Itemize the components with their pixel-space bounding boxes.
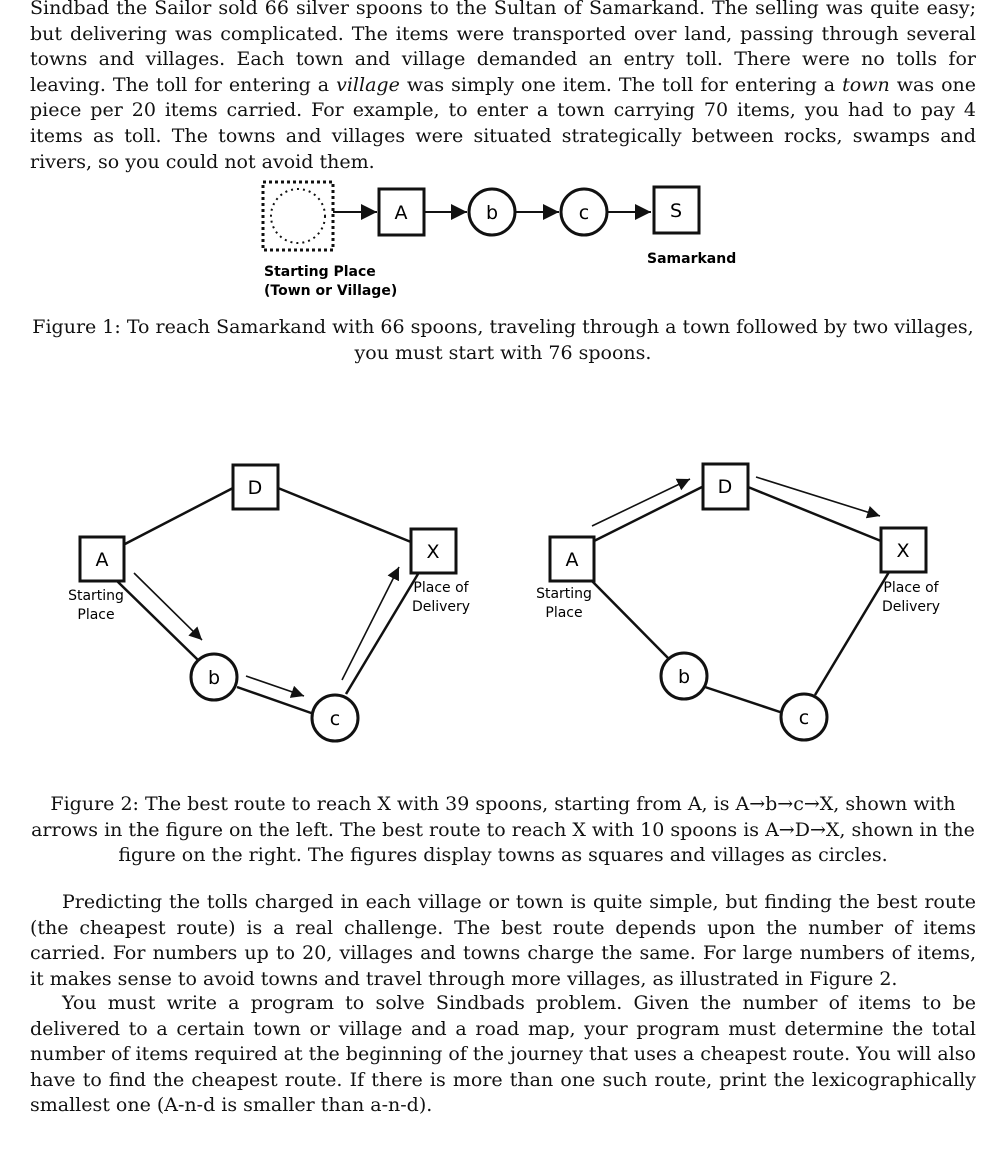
fig2r-start-label-2: Place bbox=[545, 605, 583, 621]
fig2l-node-b-label: b bbox=[207, 667, 221, 689]
fig2r-node-b-label: b bbox=[677, 666, 691, 688]
fig2r-node-d-label: D bbox=[717, 476, 733, 498]
fig2r-edge-a-d bbox=[594, 487, 702, 541]
figure1-start-dotted-circle bbox=[271, 189, 325, 243]
figure1-node-c-label: c bbox=[578, 202, 590, 224]
fig2l-delivery-label-2: Delivery bbox=[411, 599, 471, 615]
figure1-node-a-label: A bbox=[394, 202, 408, 224]
fig2l-node-x-label: X bbox=[426, 541, 440, 563]
fig2r-edge-c-x bbox=[815, 572, 889, 695]
fig2l-node-d-label: D bbox=[247, 477, 263, 499]
figure1-samarkand-label: Samarkand bbox=[647, 251, 737, 267]
figure1-start-dotted-box bbox=[263, 182, 333, 250]
fig2r-node-c-label: c bbox=[798, 707, 810, 729]
body-paragraph-1: Predicting the tolls charged in each village or town is quite simple, but finding the best route (the cheapest route) is a real challenge. The best route depends upon the number of items carried. For numbers up to 20, villages and towns charge the same. For large numbers of items, it makes sense to avoid towns and travel through more villages, as illustrated in Figure 2. bbox=[30, 891, 976, 990]
fig2r-edge-a-b bbox=[589, 578, 669, 659]
fig2r-arrow-a-d bbox=[592, 479, 690, 526]
fig2l-node-c-label: c bbox=[329, 708, 341, 730]
intro-text-2: was simply one item. The toll for entering a bbox=[399, 73, 843, 96]
fig2l-delivery-label-1: Place of bbox=[413, 580, 469, 596]
fig2r-start-label-1: Starting bbox=[536, 586, 592, 602]
fig2r-edge-b-c bbox=[705, 687, 783, 713]
figure1-start-label: Starting Place bbox=[264, 264, 376, 280]
fig2l-arrow-c-x bbox=[342, 567, 399, 680]
intro-village-word: village bbox=[336, 73, 400, 96]
fig2r-delivery-label-1: Place of bbox=[883, 580, 939, 596]
intro-text-3: was one piece per 20 items carried. For example, to enter a town carrying 70 items, you had to pay 4 items as toll. The towns and villages were situated strategically between rocks, swamps and rivers, so you could not avoid them. bbox=[30, 73, 976, 173]
fig2l-start-label-2: Place bbox=[77, 607, 115, 623]
fig2l-edge-b-c bbox=[237, 687, 314, 714]
fig2l-edge-a-b bbox=[116, 580, 198, 660]
figure2-caption: Figure 2: The best route to reach X with 39 spoons, starting from A, is A→b→c→X, shown with arrows in the figure on the left. The best route to reach X with 10 spoons is A→D→X, shown in the figure on the right. The figures display towns as squares and villages as circles. bbox=[31, 793, 975, 867]
intro-town-word: town bbox=[842, 73, 890, 96]
fig2l-edge-a-d bbox=[125, 488, 233, 544]
figure2-right-diagram bbox=[536, 464, 940, 740]
fig2l-node-a-label: A bbox=[95, 549, 109, 571]
fig2r-delivery-label-2: Delivery bbox=[881, 599, 941, 615]
figure1-node-b-label: b bbox=[485, 202, 499, 224]
figure1-caption: Figure 1: To reach Samarkand with 66 spoons, traveling through a town followed by two villages, you must start with 76 spoons. bbox=[32, 316, 974, 364]
fig2r-node-x-label: X bbox=[896, 540, 910, 562]
fig2r-node-a-label: A bbox=[565, 549, 579, 571]
fig2l-start-label-1: Starting bbox=[68, 588, 124, 604]
body-paragraph-2: You must write a program to solve Sindbads problem. Given the number of items to be delivered to a certain town or village and a road map, your program must determine the total number of items required at the beginning of the journey that uses a cheapest route. You will also have to find the cheapest route. If there is more than one such route, print the lexicographically smallest one (A-n-d is smaller than a-n-d). bbox=[30, 992, 976, 1117]
figure1-start-sublabel: (Town or Village) bbox=[264, 283, 398, 299]
fig2l-edge-c-x bbox=[346, 574, 418, 694]
figure1-diagram bbox=[263, 182, 736, 299]
figure2-left-diagram bbox=[68, 465, 470, 741]
figure1-node-s-label: S bbox=[669, 200, 683, 222]
intro-text-1: Sindbad the Sailor sold 66 silver spoons to the Sultan of Samarkand. The selling was quite easy; but delivering was complicated. The items were transported over land, passing through several towns and villages. Each town and village demanded an entry toll. There were no tolls for leaving. The toll for entering a bbox=[30, 0, 976, 96]
fig2l-edge-d-x bbox=[278, 488, 411, 542]
